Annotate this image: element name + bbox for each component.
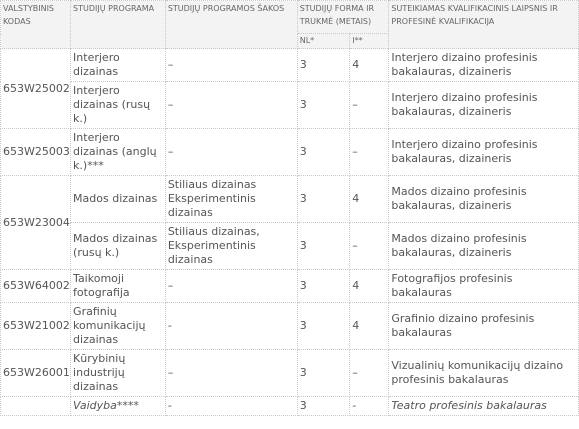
program-name: Mados dizainas (rusų k.) <box>71 223 166 270</box>
program-name: Mados dizainas <box>71 176 166 223</box>
program-code: 653W25002 <box>1 49 71 129</box>
duration-nl: 3 <box>297 397 350 416</box>
program-code: 653W21002 <box>1 303 71 350</box>
header-qualification: SUTEIKIAMAS KVALIFIKACINIS LAIPSNIS IR PROFESINĖ KVALIFIKACIJA <box>389 1 579 49</box>
table-row <box>1 49 579 82</box>
program-code: 653W25003 <box>1 129 71 176</box>
duration-i: - <box>350 397 389 416</box>
program-branches: – <box>165 49 297 82</box>
program-branches: – <box>165 270 297 303</box>
program-branches: Stiliaus dizainas, Eksperimentinis dizainas <box>165 223 297 270</box>
program-branches: - <box>165 303 297 350</box>
program-name: Taikomoji fotografija <box>71 270 166 303</box>
program-name: Interjero dizainas (anglų k.)*** <box>71 129 166 176</box>
qualification: Fotografijos profesinis bakalauras <box>389 270 579 303</box>
qualification: Grafinio dizaino profesinis bakalauras <box>389 303 579 350</box>
program-branches: - <box>165 397 297 416</box>
qualification: Vizualinių komunikacijų dizaino profesinis bakalauras <box>389 350 579 397</box>
duration-i: 4 <box>350 49 389 82</box>
duration-nl: 3 <box>297 129 350 176</box>
duration-nl: 3 <box>297 270 350 303</box>
program-branches: – <box>165 350 297 397</box>
program-branches: – <box>165 82 297 129</box>
qualification: Interjero dizaino profesinis bakalauras, dizaineris <box>389 129 579 176</box>
duration-nl: 3 <box>297 350 350 397</box>
program-name: Kūrybinių industrijų dizainas <box>71 350 166 397</box>
program-code: 653W26001 <box>1 350 71 397</box>
duration-nl: 3 <box>297 176 350 223</box>
program-branches: – <box>165 129 297 176</box>
duration-nl: 3 <box>297 49 350 82</box>
table-row <box>1 270 579 303</box>
qualification: Interjero dizaino profesinis bakalauras, dizaineris <box>389 49 579 82</box>
table-row <box>1 223 579 270</box>
program-name: Grafinių komunikacijų dizainas <box>71 303 166 350</box>
duration-i: – <box>350 82 389 129</box>
duration-nl: 3 <box>297 82 350 129</box>
table-row <box>1 303 579 350</box>
duration-i: 4 <box>350 270 389 303</box>
header-branches: STUDIJŲ PROGRAMOS ŠAKOS <box>165 1 297 49</box>
table-row <box>1 350 579 397</box>
duration-i: – <box>350 350 389 397</box>
header-form: STUDIJŲ FORMA IR TRUKMĖ (METAIS) <box>297 1 389 34</box>
header-nl: NL* <box>297 34 350 49</box>
qualification: Mados dizaino profesinis bakalauras, dizaineris <box>389 223 579 270</box>
header-program: STUDIJŲ PROGRAMA <box>71 1 166 49</box>
duration-i: – <box>350 129 389 176</box>
program-name: Interjero dizainas <box>71 49 166 82</box>
program-name: Vaidyba**** <box>71 397 166 416</box>
program-name: Interjero dizainas (rusų k.) <box>71 82 166 129</box>
table-row <box>1 82 579 129</box>
program-branches: Stiliaus dizainas Eksperimentinis dizainas <box>165 176 297 223</box>
program-code <box>1 397 71 416</box>
qualification: Mados dizaino profesinis bakalauras, dizaineris <box>389 176 579 223</box>
duration-i: 4 <box>350 176 389 223</box>
duration-i: – <box>350 223 389 270</box>
program-code: 653W23004 <box>1 176 71 270</box>
duration-nl: 3 <box>297 223 350 270</box>
qualification: Interjero dizaino profesinis bakalauras, dizaineris <box>389 82 579 129</box>
duration-i: 4 <box>350 303 389 350</box>
table-row <box>1 129 579 176</box>
program-code: 653W64002 <box>1 270 71 303</box>
table-row <box>1 397 579 416</box>
header-code: VALSTYBINIS KODAS <box>1 1 71 49</box>
header-i: I** <box>350 34 389 49</box>
duration-nl: 3 <box>297 303 350 350</box>
table-row <box>1 176 579 223</box>
qualification: Teatro profesinis bakalauras <box>389 397 579 416</box>
